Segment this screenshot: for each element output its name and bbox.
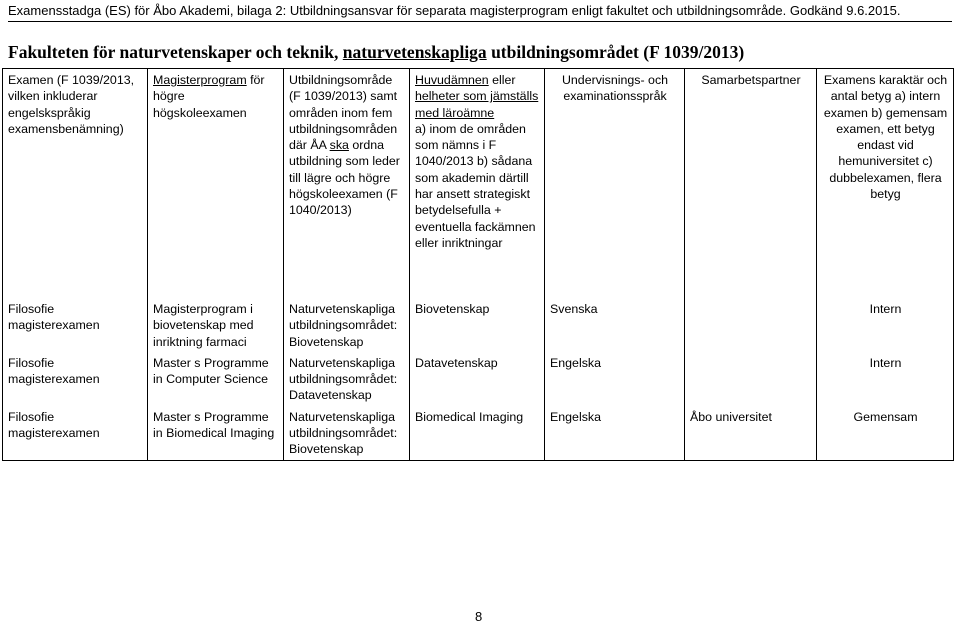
page-number: 8 [475, 609, 483, 624]
section-title-post: utbildningsområdet (F 1039/2013) [486, 42, 745, 62]
row1-partner [685, 298, 817, 352]
row1-examen: Filosofie magisterexamen [3, 298, 148, 352]
row3-huvudamne: Biomedical Imaging [410, 406, 545, 460]
row2-sprak: Engelska [545, 352, 685, 406]
header-partner: Samarbetspartner [685, 69, 817, 299]
row3-karaktar: Gemensam [817, 406, 954, 460]
row3-examen: Filosofie magisterexamen [3, 406, 148, 460]
header-omrade-underlined: ska [329, 138, 349, 153]
row1-sprak: Svenska [545, 298, 685, 352]
header-omrade [284, 69, 410, 299]
table-header-row [3, 69, 954, 299]
header-omrade-rest: ordna utbildning som leder till lägre och högre högskoleexamen (F 1040/2013) [289, 138, 400, 218]
section-title-pre: Fakulteten för naturvetenskaper och teknik, [8, 42, 343, 62]
table-row [3, 352, 954, 406]
document-header: Examensstadga (ES) för Åbo Akademi, bilaga 2: Utbildningsansvar för separata magisterprogram enligt fakultet och utbildningsområde. Godkänd 9.6.2015. [8, 3, 952, 22]
row3-program: Master s Programme in Biomedical Imaging [148, 406, 284, 460]
row2-partner [685, 352, 817, 406]
row2-program: Master s Programme in Computer Science [148, 352, 284, 406]
row1-karaktar: Intern [817, 298, 954, 352]
row2-huvudamne: Datavetenskap [410, 352, 545, 406]
row3-omrade: Naturvetenskapliga utbildningsområdet: Biovetenskap [284, 406, 410, 460]
education-table [2, 68, 954, 461]
section-title [8, 42, 744, 63]
header-huvud-underlined: Huvudämnen [415, 73, 489, 87]
header-examen: Examen (F 1039/2013, vilken inkluderar engelskspråkig examensbenämning) [3, 69, 148, 299]
header-program [148, 69, 284, 299]
table-row [3, 298, 954, 352]
row2-omrade: Naturvetenskapliga utbildningsområdet: Datavetenskap [284, 352, 410, 406]
header-huvudamnen [410, 69, 545, 299]
row1-omrade: Naturvetenskapliga utbildningsområdet: Biovetenskap [284, 298, 410, 352]
header-program-rest: för högre högskoleexamen [153, 73, 265, 120]
row2-karaktar: Intern [817, 352, 954, 406]
header-program-underlined: Magisterprogram [153, 73, 247, 87]
header-huvud-underlined-2: helheter som jämställs med läroämne [415, 89, 539, 120]
header-karaktar: Examens karaktär och antal betyg a) intern examen b) gemensam examen, ett betyg endast vid hemuniversitet c) dubbelexamen, flera betyg [817, 69, 954, 299]
row1-huvudamne: Biovetenskap [410, 298, 545, 352]
row3-partner: Åbo universitet [685, 406, 817, 460]
header-huvud-text: eller [488, 73, 516, 87]
row2-examen: Filosofie magisterexamen [3, 352, 148, 406]
section-title-underlined: naturvetenskapliga [342, 42, 487, 62]
row1-program: Magisterprogram i biovetenskap med inriktning farmaci [148, 298, 284, 352]
row3-sprak: Engelska [545, 406, 685, 460]
header-sprak: Undervisnings- och examinationsspråk [545, 69, 685, 299]
header-omrade-text: Utbildningsområde (F 1039/2013) samt områden inom fem utbildningsområden där ÅA [289, 73, 398, 153]
table-row [3, 406, 954, 460]
header-huvud-rest: a) inom de områden som nämns i F 1040/2013 b) sådana som akademin därtill har ansett strategiskt betydelsefulla + eventuella fackämnen eller inriktningar [415, 121, 536, 250]
